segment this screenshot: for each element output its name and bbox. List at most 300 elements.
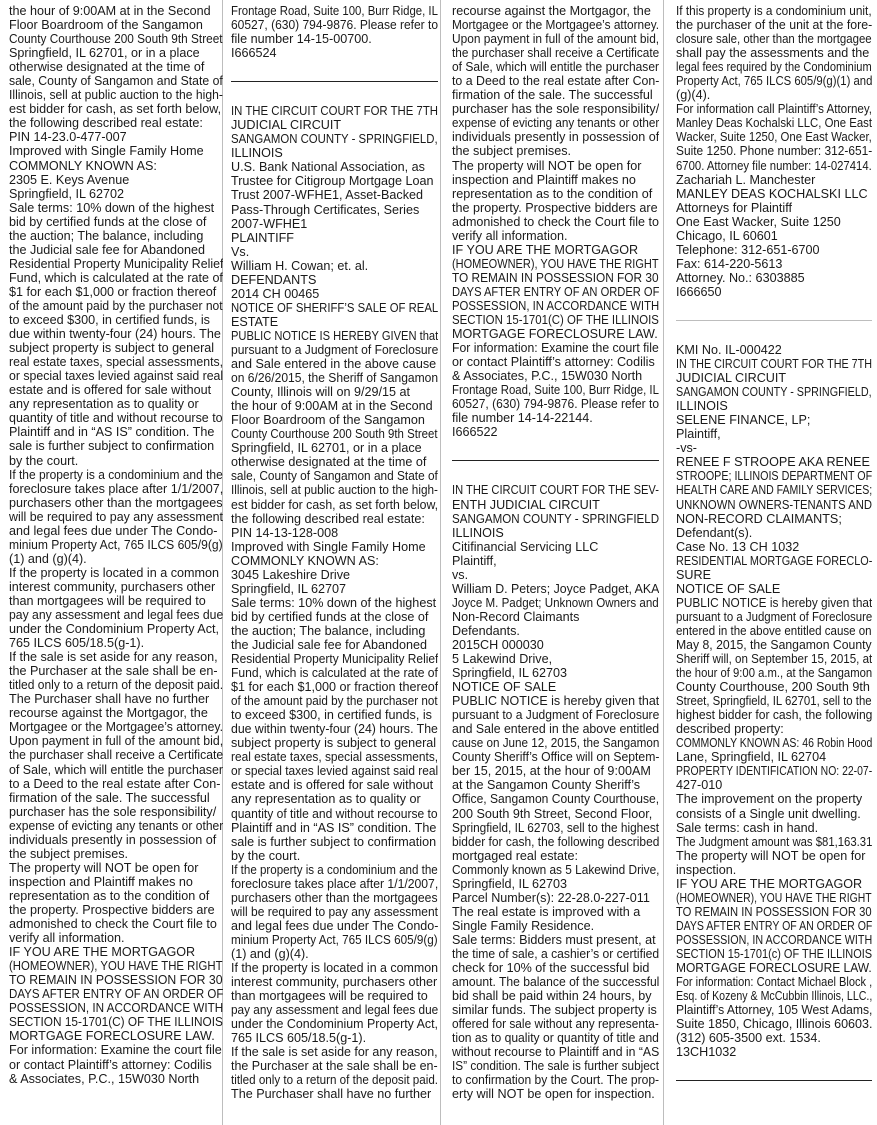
notice-line: One East Wacker, Suite 1250	[676, 214, 841, 229]
notice-line: Frontage Road, Suite 100, Burr Ridge, IL	[452, 383, 659, 398]
notice-line: NOTICE OF SALE	[676, 581, 781, 596]
notice-line: quantity of title and without recourse to	[9, 411, 223, 426]
notice-line: the subject premises.	[9, 846, 128, 861]
notice-line: pay any assessment and legal fees due	[231, 1003, 438, 1018]
notice-line: the subject premises.	[452, 144, 571, 159]
notice-line: County Courthouse 200 South 9th Street	[231, 427, 438, 442]
notice-line: interest community, purchasers other	[9, 579, 216, 594]
notice-line: of Sale, which will entitle the purchaser	[452, 60, 659, 75]
notice-line: inspection.	[676, 862, 737, 877]
notice-line: The Purchaser shall have no further	[9, 692, 210, 707]
legal-notice	[452, 4, 659, 439]
notice-line: STROOPE; ILLINOIS DEPARTMENT OF	[676, 469, 872, 484]
notice-line: the following described real estate:	[9, 116, 203, 131]
notice-line: If the property is located in a common	[9, 565, 219, 580]
notice-line: NOTICE OF SALE	[452, 680, 557, 695]
notice-line: SANGAMON COUNTY - SPRINGFIELD,	[231, 132, 438, 147]
notice-line: 2007-WFHE1	[231, 216, 308, 231]
notice-line: quantity of title and without recourse to	[231, 806, 438, 821]
notice-line: minium Property Act, 765 ILCS 605/9(g)	[9, 537, 223, 552]
notice-line: est bidder for cash, as set forth below,	[9, 102, 222, 117]
notice-line: or contact Plaintiff’s attorney: Codilis	[452, 355, 655, 370]
notice-line: SANGAMON COUNTY - SPRINGFIELD	[452, 511, 659, 526]
notice-line: to confirmation by the Court. The prop-	[452, 1073, 659, 1088]
notice-line: will be required to pay any assessment	[231, 904, 438, 919]
notice-line: PUBLIC NOTICE IS HEREBY GIVEN that	[231, 328, 438, 343]
notice-line: Mortgagee or the Mortgagee’s attorney.	[9, 720, 223, 735]
notice-line: MANLEY DEAS KOCHALSKI LLC	[676, 186, 868, 201]
notice-line: will be required to pay any assessment	[9, 509, 223, 524]
notice-line: real estate taxes, special assessments,	[231, 750, 438, 765]
notice-line: MORTGAGE FORECLOSURE LAW.	[452, 327, 658, 342]
notice-line: and legal fees due under The Condo-	[231, 918, 438, 933]
notice-line: sale, County of Sangamon and State of	[231, 469, 438, 484]
notice-separator	[231, 81, 438, 82]
notice-line: Attorney. No.: 6303885	[676, 270, 805, 285]
notice-line: the hour of 9:00AM at in the Second	[231, 399, 433, 414]
notice-line: Vs.	[231, 244, 250, 259]
notice-line: to exceed $300, in certified funds, is	[231, 708, 432, 723]
notice-line: 765 ILCS 605/18.5(g-1).	[231, 1031, 367, 1046]
notice-line: PUBLIC NOTICE is hereby given that	[452, 694, 659, 709]
notice-line: I666650	[676, 284, 722, 299]
legal-notice	[9, 4, 223, 1086]
notice-line: ber 15, 2015, at the hour of 9:00AM	[452, 764, 651, 779]
notice-line: Trustee for Citigroup Mortgage Loan	[231, 174, 434, 189]
notice-line: (1) and (g)(4).	[231, 947, 309, 961]
notice-line: (1) and (g)(4).	[9, 551, 87, 566]
notice-line: ESTATE	[231, 314, 279, 329]
notice-line: interest community, purchasers other	[231, 975, 438, 990]
notice-line: Non-Record Claimants	[452, 609, 580, 624]
notice-line: shall pay the assessments and the	[676, 46, 870, 61]
notice-line: Frontage Road, Suite 100, Burr Ridge, IL	[231, 4, 438, 18]
notice-line: Telephone: 312-651-6700	[676, 242, 820, 257]
notice-line: The property will NOT be open for	[9, 860, 199, 875]
notice-line: recourse against the Mortgagor, the	[452, 4, 651, 18]
notice-line: vs.	[452, 567, 469, 582]
notice-line: amount. The balance of the successful	[452, 975, 659, 990]
legal-notice	[231, 4, 438, 60]
notice-line: Plaintiff,	[452, 553, 497, 568]
notice-line: admonished to check the Court file to	[452, 214, 659, 229]
notice-line: 60527, (630) 794-9876. Please refer to	[231, 18, 438, 33]
notice-line: Office, Sangamon County Courthouse,	[452, 792, 659, 807]
notice-line: Chicago, IL 60601	[676, 228, 778, 243]
notice-line: pursuant to a Judgment of Foreclosure	[231, 342, 438, 357]
notice-line: SECTION 15-1701(C) OF THE ILLINOIS	[9, 1015, 223, 1030]
notice-line: The property will NOT be open for	[452, 158, 642, 173]
notice-line: expense of evicting any tenants or other	[452, 116, 659, 131]
notice-line: minium Property Act, 765 ILCS 605/9(g)	[231, 932, 438, 947]
notice-line: I666522	[452, 425, 498, 440]
notice-line: by the court.	[9, 453, 79, 468]
notice-line: subject property is subject to general	[9, 341, 215, 356]
notice-line: tion as to quality or quantity of title and	[452, 1031, 659, 1046]
notice-line: U.S. Bank National Association, as	[231, 160, 425, 175]
notice-line: NON-RECORD CLAIMANTS;	[676, 511, 842, 526]
notice-line: Illinois, sell at public auction to the high-	[231, 483, 438, 498]
notice-line: Commonly known as 5 Lakewind Drive,	[452, 862, 659, 877]
notice-line: Property Act, 765 ILCS 605/9(g)(1) and	[676, 74, 872, 89]
notice-line: Fund, which is calculated at the rate of	[9, 270, 223, 285]
notice-line: Floor Boardroom of the Sangamon	[9, 18, 203, 33]
notice-line: Illinois, sell at public auction to the high-	[9, 88, 223, 103]
notice-line: the purchaser shall receive a Certificate	[452, 46, 659, 61]
notice-line: purchasers other than the mortgagees	[9, 495, 223, 510]
notice-line: the following described real estate:	[231, 511, 425, 526]
notice-line: Trust 2007-WFHE1, Asset-Backed	[231, 188, 424, 203]
notice-line: inspection and Plaintiff makes no	[9, 874, 193, 889]
notice-line: without recourse to Plaintiff and in “AS	[452, 1045, 659, 1060]
notice-line: bid shall be paid within 24 hours, by	[452, 989, 652, 1004]
notice-line: 6700. Attorney file number: 14-027414.	[676, 158, 872, 173]
notice-line: Sale terms: Bidders must present, at	[452, 932, 656, 947]
notice-line: IN THE CIRCUIT COURT FOR THE 7TH	[676, 357, 872, 372]
notice-line: and Sale entered in the above cause	[231, 357, 437, 372]
notice-line: PUBLIC NOTICE is hereby given that	[676, 595, 872, 610]
notice-line: entered in the above entitled cause on	[676, 623, 872, 638]
notice-line: Case No. 13 CH 1032	[676, 539, 800, 554]
notice-line: and Sale entered in the above entitled	[452, 722, 659, 737]
notice-line: 765 ILCS 605/18.5(g-1).	[9, 636, 145, 651]
notice-line: the purchaser shall receive a Certificate	[9, 748, 223, 763]
notice-line: est bidder for cash, as set forth below,	[231, 497, 438, 512]
notice-line: described property:	[676, 722, 784, 737]
notice-line: Joyce M. Padget; Unknown Owners and	[452, 595, 659, 610]
notice-line: If the sale is set aside for any reason,	[231, 1045, 438, 1060]
notice-line: SECTION 15-1701(c) OF THE ILLINOIS	[676, 947, 872, 961]
notice-line: SURE	[676, 567, 711, 582]
notice-line: or special taxes levied against said real	[9, 369, 223, 384]
notice-line: Pass-Through Certificates, Series	[231, 202, 420, 217]
notice-line: individuals presently in possession of	[9, 832, 217, 847]
notice-line: the Judicial sale fee for Abandoned	[231, 637, 428, 652]
notice-line: representation as to the condition of	[452, 186, 653, 201]
notice-line: verify all information.	[452, 228, 568, 243]
notice-line: (HOMEOWNER), YOU HAVE THE RIGHT	[9, 959, 223, 974]
notice-line: mortgaged real estate:	[452, 848, 579, 863]
notice-line: DEFENDANTS	[231, 272, 317, 287]
notice-line: Mortgagee or the Mortgagee’s attorney.	[452, 18, 659, 33]
notice-line: legal fees required by the Condominium	[676, 60, 872, 75]
notice-line: the Judicial sale fee for Abandoned	[9, 242, 206, 257]
notice-line: purchaser has the sole responsibility/	[9, 804, 217, 819]
notice-line: bidder for cash, the following described	[452, 834, 659, 849]
notice-line: COMMONLY KNOWN AS: 46 Robin Hood	[676, 736, 872, 751]
notice-line: & Associates, P.C., 15W030 North	[9, 1071, 200, 1086]
notice-line: 2015CH 000030	[452, 637, 544, 652]
notice-line: William D. Peters; Joyce Padget, AKA	[452, 581, 659, 596]
notice-line: The real estate is improved with a	[452, 904, 641, 919]
notice-line: the hour of 9:00 a.m., at the Sangamon	[676, 666, 872, 681]
notice-line: MORTGAGE FORECLOSURE LAW.	[676, 961, 872, 976]
notice-line: If the property is located in a common	[231, 961, 438, 976]
notice-line: PLAINTIFF	[231, 230, 294, 245]
notice-line: 2305 E. Keys Avenue	[9, 172, 130, 187]
notice-line: any representation as to quality or	[231, 792, 421, 807]
notice-line: check for 10% of the successful bid	[452, 961, 650, 976]
notice-line: Single Family Residence.	[452, 918, 595, 933]
column-divider	[663, 0, 664, 1125]
notice-line: titled only to a return of the deposit paid.	[231, 1073, 438, 1088]
notice-line: admonished to check the Court file to	[9, 917, 217, 932]
notice-line: estate and is offered for sale without	[231, 778, 434, 793]
notice-line: IF YOU ARE THE MORTGAGOR	[9, 945, 196, 960]
notice-line: Lane, Springfield, IL 62704	[676, 750, 827, 765]
notice-line: Suite 1250. Phone number: 312-651-	[676, 144, 872, 159]
notice-line: Springfield, IL 62703	[452, 666, 568, 681]
notice-line: recourse against the Mortgagor, the	[9, 706, 208, 721]
notice-line: sale is further subject to confirmation	[231, 834, 437, 849]
notice-line: purchasers other than the mortgagees	[231, 890, 438, 905]
notice-line: PIN 14-23.0-477-007	[9, 130, 127, 145]
notice-line: 5 Lakewind Drive,	[452, 652, 553, 667]
legal-notice	[452, 483, 659, 1101]
notice-line: Springfield, IL 62702	[9, 186, 125, 201]
notice-line: IF YOU ARE THE MORTGAGOR	[676, 876, 863, 891]
notice-line: the auction; The balance, including	[231, 623, 426, 638]
notice-line: the auction; The balance, including	[9, 228, 204, 243]
notice-line: William H. Cowan; et. al.	[231, 258, 369, 273]
column-2	[231, 4, 438, 1124]
legal-notice	[676, 343, 872, 1059]
notice-line: RENEE F STROOPE AKA RENEE	[676, 455, 870, 470]
notice-line: real estate taxes, special assessments,	[9, 355, 223, 370]
notice-line: Springfield, IL 62707	[231, 581, 347, 596]
notice-line: HEALTH CARE AND FAMILY SERVICES;	[676, 483, 872, 498]
notice-line: For information: Examine the court file	[452, 341, 659, 356]
notice-line: (312) 605-3500 ext. 1534.	[676, 1031, 821, 1046]
notice-line: file number 14-15-00700.	[231, 32, 372, 47]
notice-line: consists of a Single unit dwelling.	[676, 806, 861, 821]
notice-line: cause on June 12, 2015, the Sangamon	[452, 736, 659, 751]
notice-line: Improved with Single Family Home	[231, 539, 426, 554]
notice-line: the Purchaser at the sale shall be en-	[231, 1059, 438, 1074]
notice-line: DAYS AFTER ENTRY OF AN ORDER OF	[9, 987, 223, 1002]
notice-line: PIN 14-13-128-008	[231, 525, 339, 540]
notice-line: bid by certified funds at the close of	[9, 214, 207, 229]
notice-line: County Courthouse, 200 South 9th	[676, 680, 870, 695]
notice-line: otherwise designated at the time of	[9, 60, 205, 75]
notice-line: Improved with Single Family Home	[9, 144, 204, 159]
notice-line: $1 for each $1,000 or fraction thereof	[9, 284, 217, 299]
notice-line: closure sale, other than the mortgagee	[676, 32, 872, 47]
notice-line: the hour of 9:00AM at in the Second	[9, 4, 211, 18]
notice-line: IF YOU ARE THE MORTGAGOR	[452, 242, 639, 257]
notice-line: Defendant(s).	[676, 525, 753, 540]
notice-line: POSSESSION, IN ACCORDANCE WITH	[9, 1001, 223, 1016]
notice-line: The property will NOT be open for	[676, 848, 866, 863]
notice-line: of Sale, which will entitle the purchaser	[9, 762, 223, 777]
notice-line: Sale terms: 10% down of the highest	[9, 200, 215, 215]
notice-line: Upon payment in full of the amount bid,	[9, 734, 223, 749]
notice-line: UNKNOWN OWNERS-TENANTS AND	[676, 497, 872, 512]
notice-line: May 8, 2015, the Sangamon County	[676, 637, 872, 652]
notice-line: file number 14-14-22144.	[452, 411, 593, 426]
notice-line: Plaintiff,	[676, 427, 721, 442]
notice-line: purchaser has the sole responsibility/	[452, 102, 659, 117]
notice-line: 427-010	[676, 778, 723, 793]
notice-line: Fax: 614-220-5613	[676, 256, 783, 271]
notice-line: ENTH JUDICIAL CIRCUIT	[452, 497, 600, 512]
notice-line: Plaintiff and in “AS IS” condition. The	[231, 820, 437, 835]
notice-separator	[676, 320, 872, 321]
notice-line: firmation of the sale. The successful	[9, 790, 210, 805]
notice-line: JUDICIAL CIRCUIT	[676, 371, 787, 386]
notice-line: Street, Springfield, IL 62701, sell to the	[676, 694, 872, 709]
notice-line: or contact Plaintiff’s attorney: Codilis	[9, 1057, 212, 1072]
notice-line: on 6/26/2015, the Sheriff of Sangamon	[231, 371, 438, 386]
notice-line: 200 South 9th Street, Second Floor,	[452, 806, 653, 821]
notice-line: Defendants.	[452, 623, 520, 638]
notice-line: If the property is a condominium and the	[9, 467, 223, 482]
notice-line: sale is further subject to confirmation	[9, 439, 215, 454]
notice-line: The Judgment amount was $81,163.31	[676, 834, 872, 849]
legal-notice	[676, 4, 872, 299]
notice-line: POSSESSION, IN ACCORDANCE WITH	[452, 298, 659, 313]
legal-notice	[231, 104, 438, 1101]
notice-line: If the property is a condominium and the	[231, 862, 438, 877]
notice-line: TO REMAIN IN POSSESSION FOR 30	[452, 270, 659, 285]
notice-line: ILLINOIS	[231, 146, 283, 161]
notice-line: than mortgagees will be required to	[231, 989, 428, 1004]
notice-line: -vs-	[676, 441, 697, 456]
notice-line: IN THE CIRCUIT COURT FOR THE SEV-	[452, 483, 659, 498]
notice-line: Attorneys for Plaintiff	[676, 200, 792, 215]
notice-line: TO REMAIN IN POSSESSION FOR 30	[9, 973, 223, 988]
notice-line: Springfield, IL 62701, or in a place	[231, 441, 422, 456]
notice-line: Sheriff will, on September 15, 2015, at	[676, 652, 872, 667]
notice-line: The improvement on the property	[676, 792, 863, 807]
notice-line: Springfield, IL 62701, or in a place	[9, 46, 200, 61]
notice-line: KMI No. IL-000422	[676, 342, 782, 357]
notice-line: any representation as to quality or	[9, 397, 199, 412]
notice-line: and legal fees due under The Condo-	[9, 523, 218, 538]
notice-line: ILLINOIS	[452, 525, 504, 540]
notice-line: foreclosure takes place after 1/1/2007,	[9, 481, 223, 496]
notice-line: due within twenty-four (24) hours. The	[231, 722, 438, 737]
notice-line: Springfield, IL 62703	[452, 876, 568, 891]
notice-line: County, Illinois will on 9/29/15 at	[231, 385, 410, 400]
notice-line: the Purchaser at the sale shall be en-	[9, 664, 218, 679]
notice-line: of the amount paid by the purchaser not	[231, 694, 438, 709]
notice-line: verify all information.	[9, 931, 125, 946]
notice-line: DAYS AFTER ENTRY OF AN ORDER OF	[676, 918, 872, 933]
notice-line: subject property is subject to general	[231, 736, 437, 751]
notice-line: SELENE FINANCE, LP;	[676, 413, 811, 428]
notice-line: erty will NOT be open for inspection.	[452, 1087, 655, 1102]
notice-line: Plaintiff and in “AS IS” condition. The	[9, 425, 215, 440]
notice-line: Manley Deas Kochalski LLC, One East	[676, 116, 872, 131]
notice-line: For information: Examine the court file	[9, 1043, 222, 1058]
notice-line: (g)(4).	[676, 88, 711, 103]
notice-line: individuals presently in possession of	[452, 130, 659, 145]
notice-line: Residential Property Municipality Relief	[231, 652, 438, 667]
notice-separator	[452, 460, 659, 461]
notice-line: County Courthouse 200 South 9th Street	[9, 32, 223, 47]
notice-line: than mortgagees will be required to	[9, 593, 206, 608]
notice-line: MORTGAGE FORECLOSURE LAW.	[9, 1029, 215, 1044]
column-1	[9, 4, 223, 1124]
notice-line: or special taxes levied against said real	[231, 764, 438, 779]
notice-line: under the Condominium Property Act,	[9, 622, 220, 637]
notice-line: RESIDENTIAL MORTGAGE FORECLO-	[676, 553, 872, 568]
notice-line: If the sale is set aside for any reason,	[9, 650, 218, 665]
notice-line: to exceed $300, in certified funds, is	[9, 313, 210, 328]
notice-line: Floor Boardroom of the Sangamon	[231, 413, 425, 428]
notice-line: DAYS AFTER ENTRY OF AN ORDER OF	[452, 284, 659, 299]
notice-line: Springfield, IL 62703, sell to the highest	[452, 820, 659, 835]
notice-line: ILLINOIS	[676, 399, 728, 414]
notice-line: the purchaser of the unit at the fore-	[676, 18, 872, 33]
notice-line: County Sheriff’s Office will on Septem-	[452, 750, 659, 765]
notice-line: SECTION 15-1701(C) OF THE ILLINOIS	[452, 313, 659, 328]
notice-line: Sale terms: 10% down of the highest	[231, 595, 437, 610]
notice-separator	[676, 1080, 872, 1081]
notice-line: 60527, (630) 794-9876. Please refer to	[452, 397, 659, 412]
notice-line: Suite 1850, Chicago, Illinois 60603.	[676, 1017, 872, 1032]
notice-line: highest bidder for cash, the following	[676, 708, 872, 723]
notice-line: pay any assessment and legal fees due	[9, 608, 223, 623]
notice-line: For information call Plaintiff’s Attorney,	[676, 102, 872, 117]
notice-line: (HOMEOWNER), YOU HAVE THE RIGHT	[452, 256, 659, 271]
notice-line: & Associates, P.C., 15W030 North	[452, 369, 643, 384]
notice-line: JUDICIAL CIRCUIT	[231, 118, 342, 133]
notice-line: IS” condition. The sale is further subject	[452, 1059, 659, 1074]
notice-line: Esq. of Kozeny & McCubbin Illinois, LLC.,	[676, 989, 872, 1004]
notice-line: For information: Contact Michael Block ,	[676, 975, 872, 990]
notice-line: inspection and Plaintiff makes no	[452, 172, 636, 187]
notice-line: The Purchaser shall have no further	[231, 1087, 432, 1102]
notice-line: (HOMEOWNER), YOU HAVE THE RIGHT	[676, 890, 872, 905]
notice-line: Fund, which is calculated at the rate of	[231, 666, 438, 681]
notice-line: Citifinancial Servicing LLC	[452, 539, 599, 554]
notice-line: Parcel Number(s): 22-28.0-227-011	[452, 890, 650, 905]
notice-line: estate and is offered for sale without	[9, 383, 212, 398]
column-divider	[440, 0, 441, 1125]
notice-line: If this property is a condominium unit,	[676, 4, 872, 18]
notice-line: COMMONLY KNOWN AS:	[231, 553, 379, 568]
notice-line: firmation of the sale. The successful	[452, 88, 653, 103]
notice-line: under the Condominium Property Act,	[231, 1017, 438, 1032]
notice-line: pursuant to a Judgment of Foreclosure	[676, 609, 872, 624]
notice-line: sale, County of Sangamon and State of	[9, 74, 223, 89]
notice-line: SANGAMON COUNTY - SPRINGFIELD,	[676, 385, 872, 400]
notice-line: expense of evicting any tenants or other	[9, 818, 223, 833]
notice-line: due within twenty-four (24) hours. The	[9, 327, 221, 342]
notice-line: $1 for each $1,000 or fraction thereof	[231, 680, 438, 695]
notice-line: bid by certified funds at the close of	[231, 609, 429, 624]
notice-line: Sale terms: cash in hand.	[676, 820, 819, 835]
notice-line: titled only to a return of the deposit paid.	[9, 678, 223, 693]
notice-line: to a Deed to the real estate after Con-	[452, 74, 659, 89]
notice-line: NOTICE OF SHERIFF’S SALE OF REAL	[231, 300, 438, 315]
notice-line: IN THE CIRCUIT COURT FOR THE 7TH	[231, 104, 438, 119]
notice-line: POSSESSION, IN ACCORDANCE WITH	[676, 932, 872, 947]
notice-line: COMMONLY KNOWN AS:	[9, 158, 157, 173]
notice-line: Plaintiff’s Attorney, 105 West Adams,	[676, 1003, 872, 1018]
notice-line: PROPERTY IDENTIFICATION NO: 22-07-	[676, 764, 872, 779]
notice-line: pursuant to a Judgment of Foreclosure	[452, 708, 659, 723]
notice-line: Upon payment in full of the amount bid,	[452, 32, 659, 47]
notice-line: similar funds. The subject property is	[452, 1003, 657, 1018]
notice-line: the time of sale, a cashier’s or certified	[452, 947, 659, 961]
notice-line: at the Sangamon County Sheriff’s	[452, 778, 641, 793]
notice-line: to a Deed to the real estate after Con-	[9, 776, 221, 791]
notice-line: the property. Prospective bidders are	[452, 200, 658, 215]
notice-line: by the court.	[231, 848, 301, 863]
